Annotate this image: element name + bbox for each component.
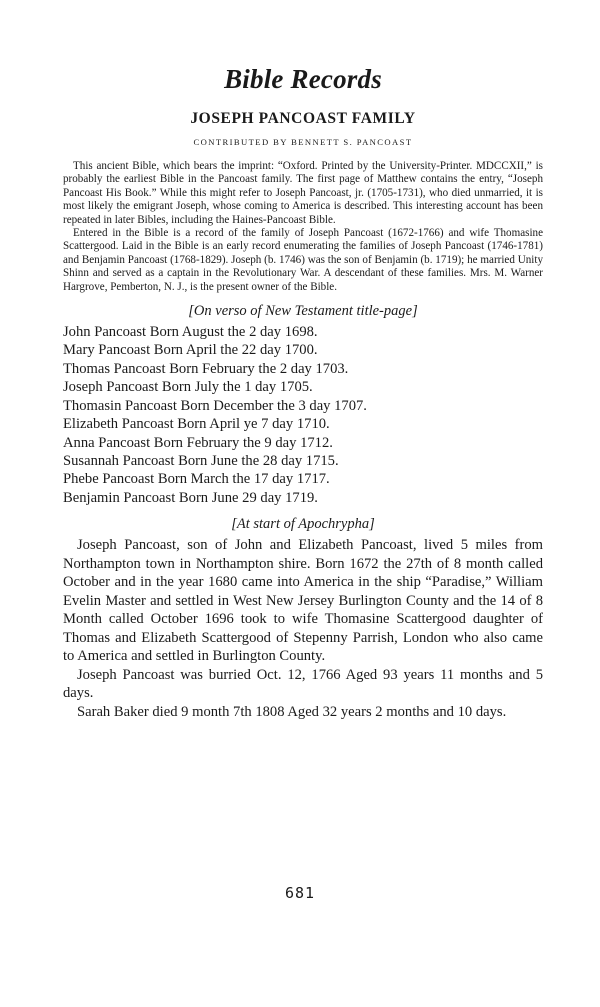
birth-record: Benjamin Pancoast Born June 29 day 1719. bbox=[63, 489, 318, 506]
birth-record: Joseph Pancoast Born July the 1 day 1705. bbox=[63, 379, 313, 396]
apocrypha-section bbox=[63, 536, 543, 721]
intro-paragraph: This ancient Bible, which bears the imprint: “Oxford. Printed by the University-Printer. MDCCXII,” is probably the earliest Bible in the Pancoast family. The first page of Matthew contains the entry, “Joseph Pancoast His Book.” While this might refer to Joseph Pancoast, jr. (1705-1731), who died unmarried, it is most likely the emigrant Joseph, whose coming to America is described. This interesting account has been repeated in later Bibles, including the Haines-Pancoast Bible. bbox=[63, 160, 543, 226]
birth-record: Anna Pancoast Born February the 9 day 1712. bbox=[63, 434, 333, 451]
birth-record: John Pancoast Born August the 2 day 1698. bbox=[63, 324, 318, 341]
birth-record: Elizabeth Pancoast Born April ye 7 day 1710. bbox=[63, 416, 330, 433]
birth-record: Thomasin Pancoast Born December the 3 day 1707. bbox=[63, 397, 367, 414]
birth-record: Phebe Pancoast Born March the 17 day 1717. bbox=[63, 471, 330, 488]
page-number: 681 bbox=[284, 884, 316, 902]
apocrypha-paragraph: Joseph Pancoast, son of John and Elizabeth Pancoast, lived 5 miles from Northampton town in Northampton shire. Born 1672 the 27th of 8 month called October and in the year 1680 came into America in the ship “Paradise,” William Evelin Master and settled in West New Jersey Burlington County and the 14 of 8 Month called October 1696 took to wife Thomasine Scattergood daughter of Thomas and Elizabeth Scattergood of Stepenny Parrish, London who also came to America and settled in Burlington County. bbox=[63, 537, 543, 665]
intro-paragraph: Entered in the Bible is a record of the family of Joseph Pancoast (1672-1766) and wife Thomasine Scattergood. Laid in the Bible is an early record enumerating the families of Joseph Pancoast (1746-1781) and Benjamin Pancoast (1768-1829). Joseph (b. 1746) was the son of Benjamin (b. 1719); he married Unity Shinn and served as a captain in the Revolutionary War. A descendant of these families. Mrs. M. Warner Hargrove, Pemberton, N. J., is the present owner of the Bible. bbox=[63, 227, 543, 293]
apocrypha-paragraph: Joseph Pancoast was burried Oct. 12, 1766 Aged 93 years 11 months and 5 days. bbox=[63, 666, 543, 702]
document-page bbox=[63, 62, 543, 721]
section-title: Bible Records bbox=[224, 64, 382, 94]
birth-record: Thomas Pancoast Born February the 2 day 1703. bbox=[63, 360, 349, 377]
birth-record: Susannah Pancoast Born June the 28 day 1715. bbox=[63, 452, 339, 469]
section-heading-apocrypha: [At start of Apochrypha] bbox=[231, 516, 375, 533]
apocrypha-paragraph: Sarah Baker died 9 month 7th 1808 Aged 32 years 2 months and 10 days. bbox=[77, 703, 507, 720]
byline: CONTRIBUTED BY BENNETT S. PANCOAST bbox=[193, 137, 413, 147]
birth-record: Mary Pancoast Born April the 22 day 1700. bbox=[63, 342, 318, 359]
article-title: JOSEPH PANCOAST FAMILY bbox=[190, 110, 416, 127]
section-heading-verso: [On verso of New Testament title-page] bbox=[188, 303, 418, 320]
birth-records-list bbox=[63, 323, 543, 507]
intro-section bbox=[63, 160, 543, 294]
